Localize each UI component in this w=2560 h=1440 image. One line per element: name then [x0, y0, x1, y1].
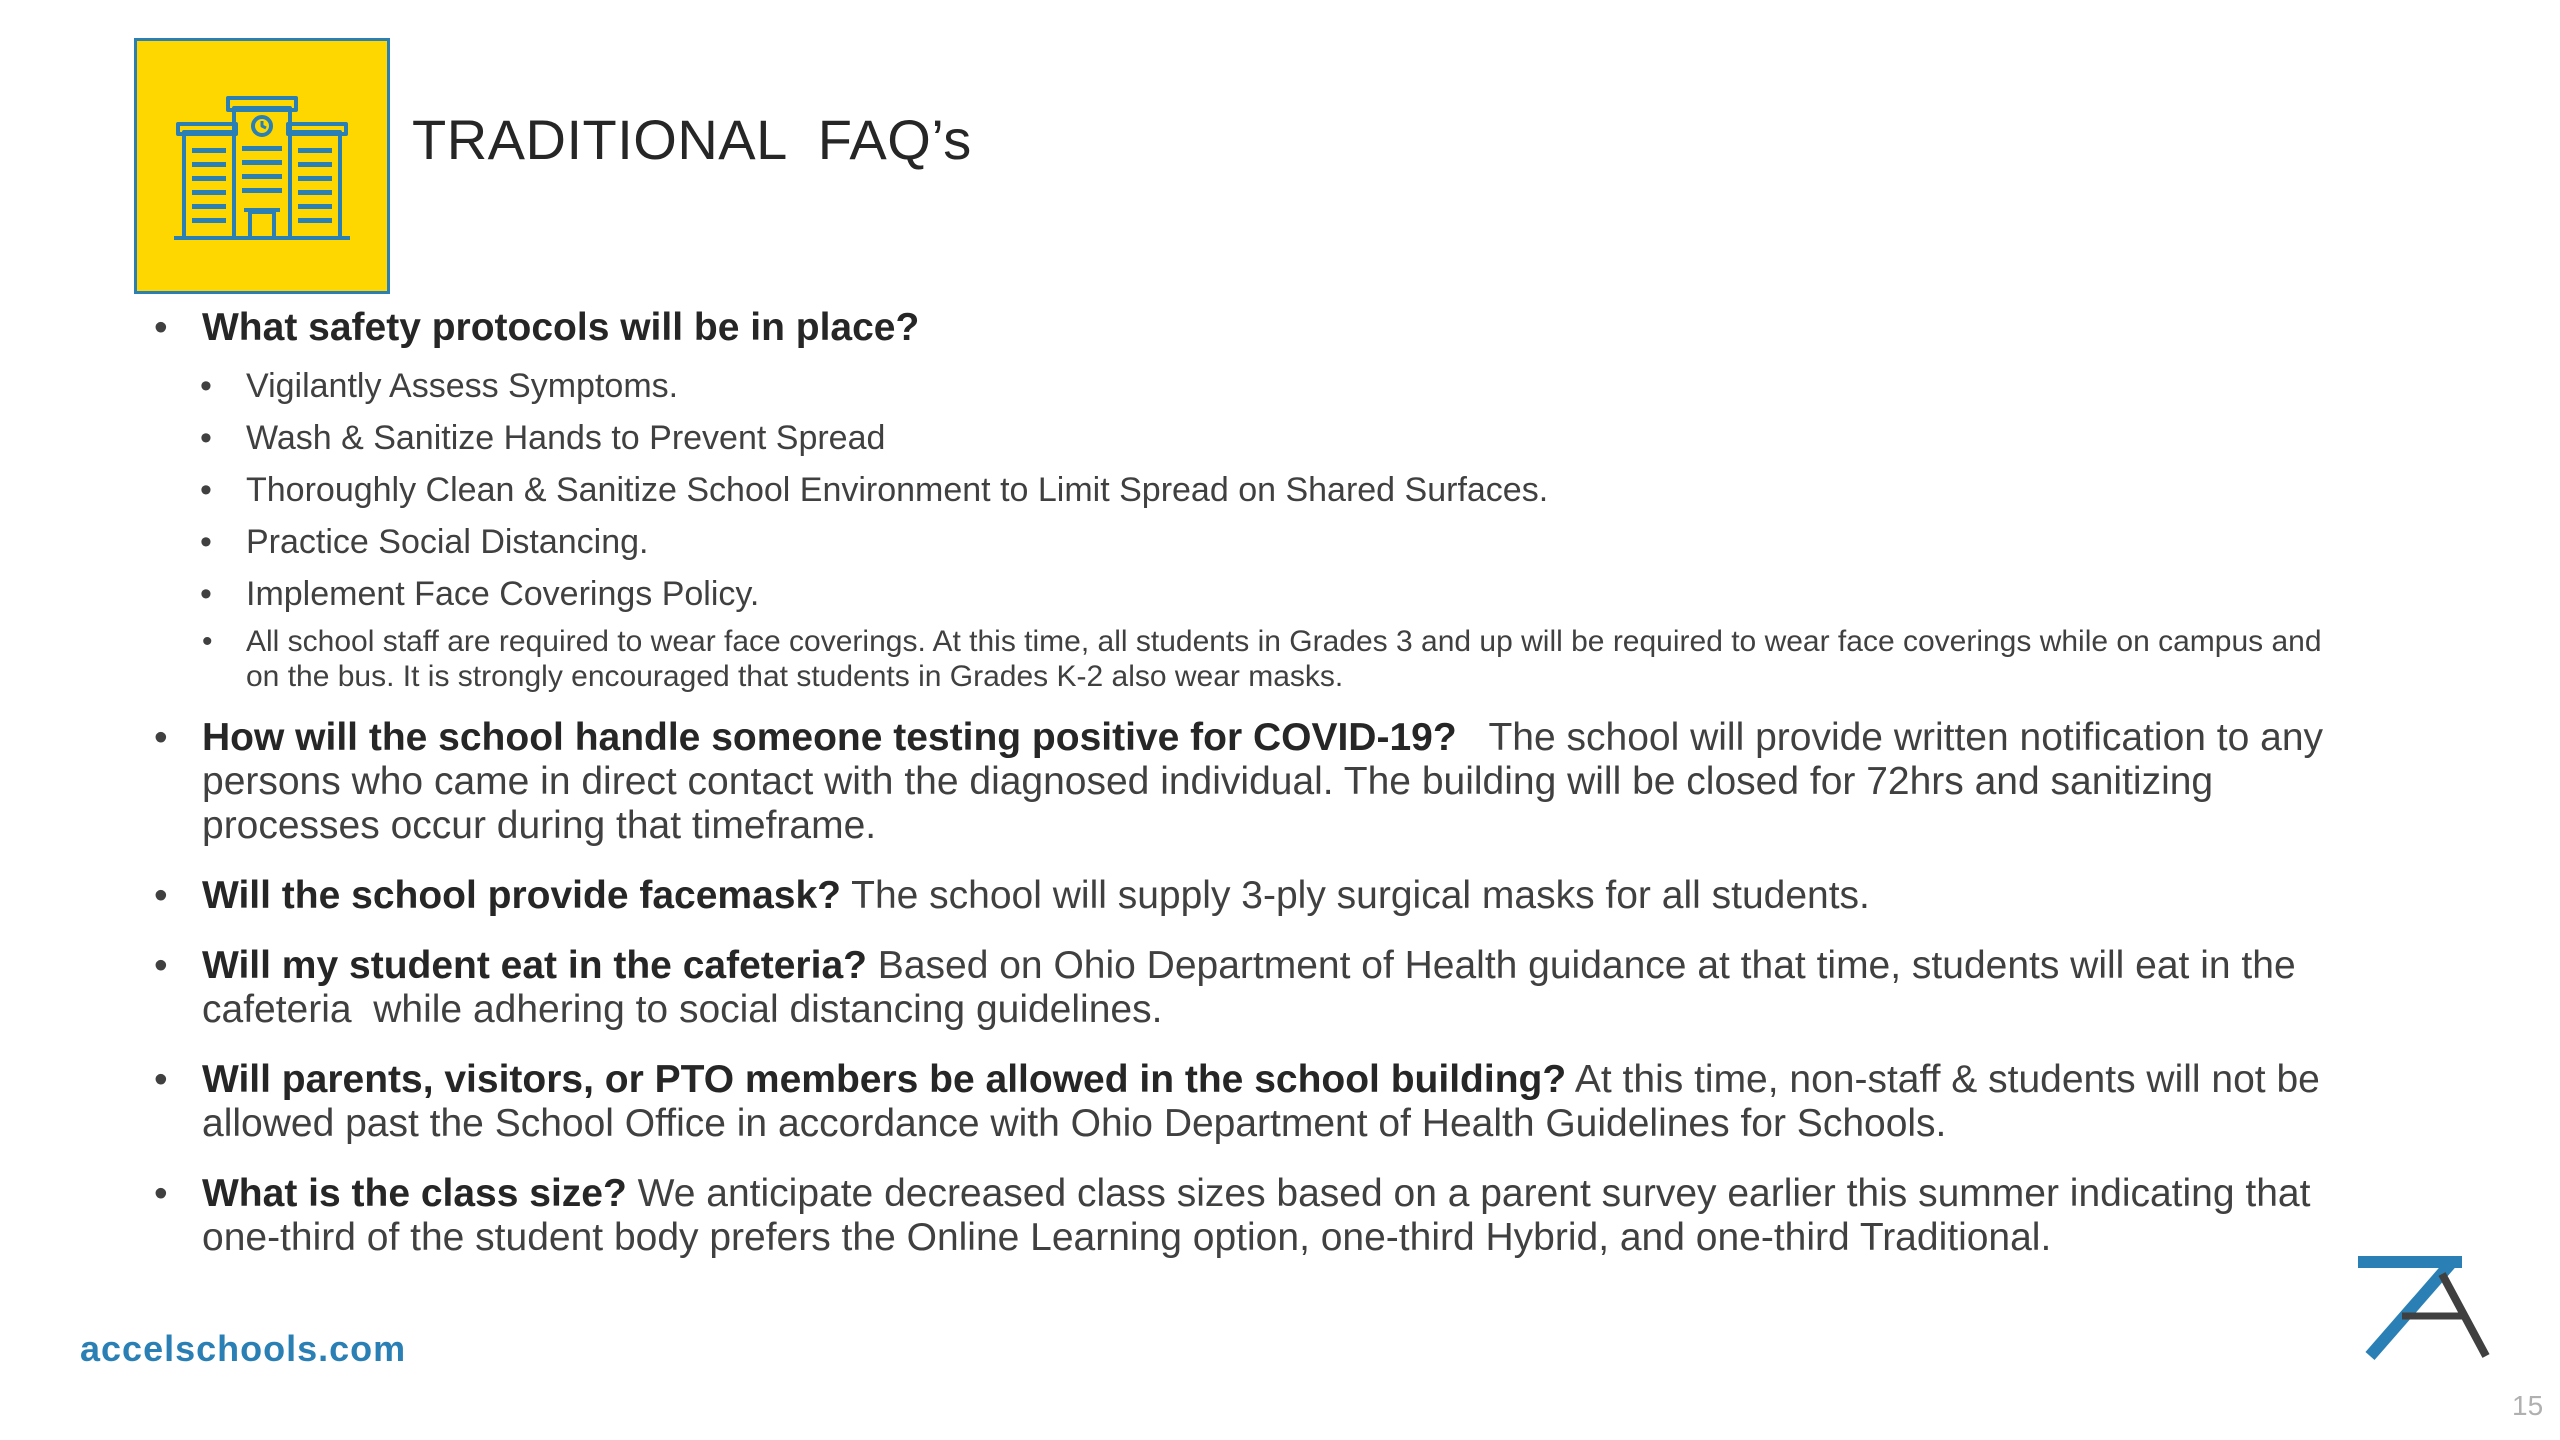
- page-title: TRADITIONAL FAQ’s: [412, 108, 972, 171]
- list-item-text: All school staff are required to wear face coverings. At this time, all students in Grades 3 and up will be required to wear face coverings while on campus and on the bus. It is strongly encouraged that students in Grades K-2 also wear masks.: [246, 625, 2322, 693]
- face-coverings-list: [246, 624, 2330, 694]
- faq-item-visitors: [150, 1058, 2330, 1146]
- faq-question: What is the class size?: [202, 1172, 627, 1215]
- faq-list: [150, 306, 2334, 1260]
- faq-item-cafeteria: [150, 944, 2330, 1032]
- list-item: [150, 624, 2330, 694]
- list-item: [150, 412, 2330, 464]
- faq-answer: At this time, non-staff & students will not be allowed past the School Office in accordance with Ohio Department of Health Guidelines for Schools.: [202, 1058, 2320, 1145]
- list-item-text: Vigilantly Assess Symptoms.: [246, 367, 679, 405]
- faq-item-facemask: [150, 874, 2330, 918]
- faq-answer: The school will provide written notification to any persons who came in direct contact with the diagnosed individual. The building will be closed for 72hrs and sanitizing processes occur during that timeframe.: [202, 716, 2334, 847]
- school-building-icon: [174, 86, 350, 246]
- faq-question: What safety protocols will be in place?: [202, 306, 920, 349]
- faq-item-safety-protocols: [150, 306, 2330, 694]
- safety-protocols-list: [202, 360, 2330, 694]
- faq-answer: The school will supply 3-ply surgical masks for all students.: [841, 874, 1870, 917]
- faq-item-covid-positive: [150, 716, 2334, 848]
- faq-content: [150, 306, 2334, 1286]
- list-item: [150, 464, 2330, 516]
- list-item: [150, 516, 2330, 568]
- list-item-text: Practice Social Distancing.: [246, 523, 649, 561]
- faq-answer: We anticipate decreased class sizes based on a parent survey earlier this summer indicating that one-third of the student body prefers the Online Learning option, one-third Hybrid, and one-third Traditional.: [202, 1172, 2311, 1259]
- list-item: [150, 360, 2330, 412]
- accel-logo-icon: [2356, 1252, 2492, 1369]
- faq-question: Will my student eat in the cafeteria?: [202, 944, 867, 987]
- faq-item-class-size: [150, 1172, 2330, 1260]
- footer-website-link[interactable]: accelschools.com: [80, 1328, 407, 1369]
- list-item-text: Implement Face Coverings Policy.: [246, 575, 760, 613]
- list-item-text: Thoroughly Clean & Sanitize School Environment to Limit Spread on Shared Surfaces.: [246, 471, 1549, 509]
- faq-question: How will the school handle someone testing positive for COVID-19?: [202, 716, 1457, 759]
- list-item: [150, 568, 2330, 694]
- faq-answer: Based on Ohio Department of Health guidance at that time, students will eat in the cafeteria while adhering to social distancing guidelines.: [202, 944, 2307, 1031]
- list-item-text: Wash & Sanitize Hands to Prevent Spread: [246, 419, 886, 457]
- faq-question: Will parents, visitors, or PTO members be allowed in the school building?: [202, 1058, 1567, 1101]
- header-icon-box: [134, 38, 390, 294]
- faq-question: Will the school provide facemask?: [202, 874, 841, 917]
- page-number: 15: [2512, 1390, 2544, 1421]
